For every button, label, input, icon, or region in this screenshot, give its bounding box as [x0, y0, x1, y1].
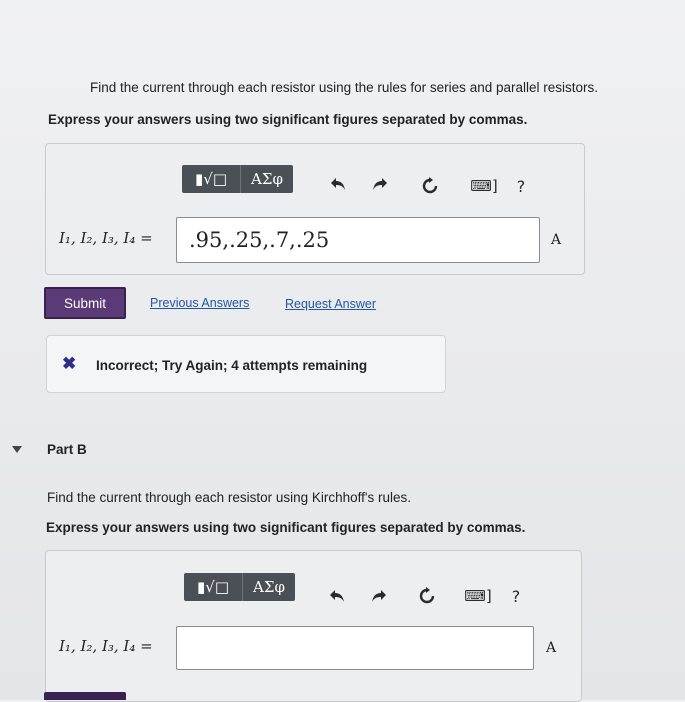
- caret-down-icon[interactable]: [12, 446, 22, 453]
- part-a-math-toolbar: [182, 165, 293, 193]
- part-b-variables-label: I₁, I₂, I₃, I₄ =: [59, 637, 153, 655]
- undo-icon[interactable]: [326, 172, 350, 196]
- part-b-prompt: Find the current through each resistor using Kirchhoff's rules.: [47, 490, 412, 505]
- part-a-unit: A: [551, 232, 562, 248]
- part-b-instruction: Express your answers using two significant figures separated by commas.: [46, 520, 526, 535]
- feedback-box: [46, 335, 446, 393]
- part-b-submit-button[interactable]: [44, 692, 126, 700]
- part-a-answer-box: [45, 143, 585, 275]
- template-button[interactable]: [184, 573, 242, 601]
- greek-symbols-button[interactable]: [242, 573, 295, 601]
- keyboard-icon[interactable]: ⌨]: [470, 177, 498, 195]
- greek-icon: AΣφ: [251, 170, 283, 188]
- request-answer-link[interactable]: Request Answer: [285, 297, 377, 311]
- part-b-unit: A: [546, 640, 557, 656]
- greek-icon: AΣφ: [253, 578, 285, 596]
- part-a-instruction: Express your answers using two significant figures separated by commas.: [48, 112, 528, 127]
- part-b-math-toolbar: [184, 573, 295, 601]
- keyboard-icon[interactable]: ⌨]: [464, 587, 492, 605]
- help-icon[interactable]: ?: [516, 176, 526, 196]
- undo-icon[interactable]: [325, 584, 349, 608]
- feedback-text: Incorrect; Try Again; 4 attempts remaining: [96, 358, 368, 373]
- part-a-answer-input[interactable]: .95,.25,.7,.25: [176, 217, 540, 263]
- reset-icon[interactable]: [418, 174, 442, 198]
- template-button[interactable]: [182, 165, 240, 193]
- part-b-answer-box: [45, 550, 582, 702]
- template-icon: ▮√□: [197, 578, 229, 596]
- reset-icon[interactable]: [415, 584, 439, 608]
- part-b-title[interactable]: Part B: [47, 442, 87, 457]
- template-icon: ▮√□: [195, 170, 227, 188]
- submit-button[interactable]: Submit: [44, 287, 126, 319]
- help-icon[interactable]: ?: [511, 586, 521, 606]
- greek-symbols-button[interactable]: [240, 165, 293, 193]
- incorrect-icon: ✖: [62, 354, 77, 373]
- part-a-prompt: Find the current through each resistor using the rules for series and parallel resistors.: [90, 80, 598, 95]
- redo-icon[interactable]: [368, 172, 392, 196]
- redo-icon[interactable]: [367, 584, 391, 608]
- part-a-variables-label: I₁, I₂, I₃, I₄ =: [59, 229, 153, 247]
- previous-answers-link[interactable]: Previous Answers: [150, 296, 250, 310]
- part-b-answer-input[interactable]: [176, 626, 534, 670]
